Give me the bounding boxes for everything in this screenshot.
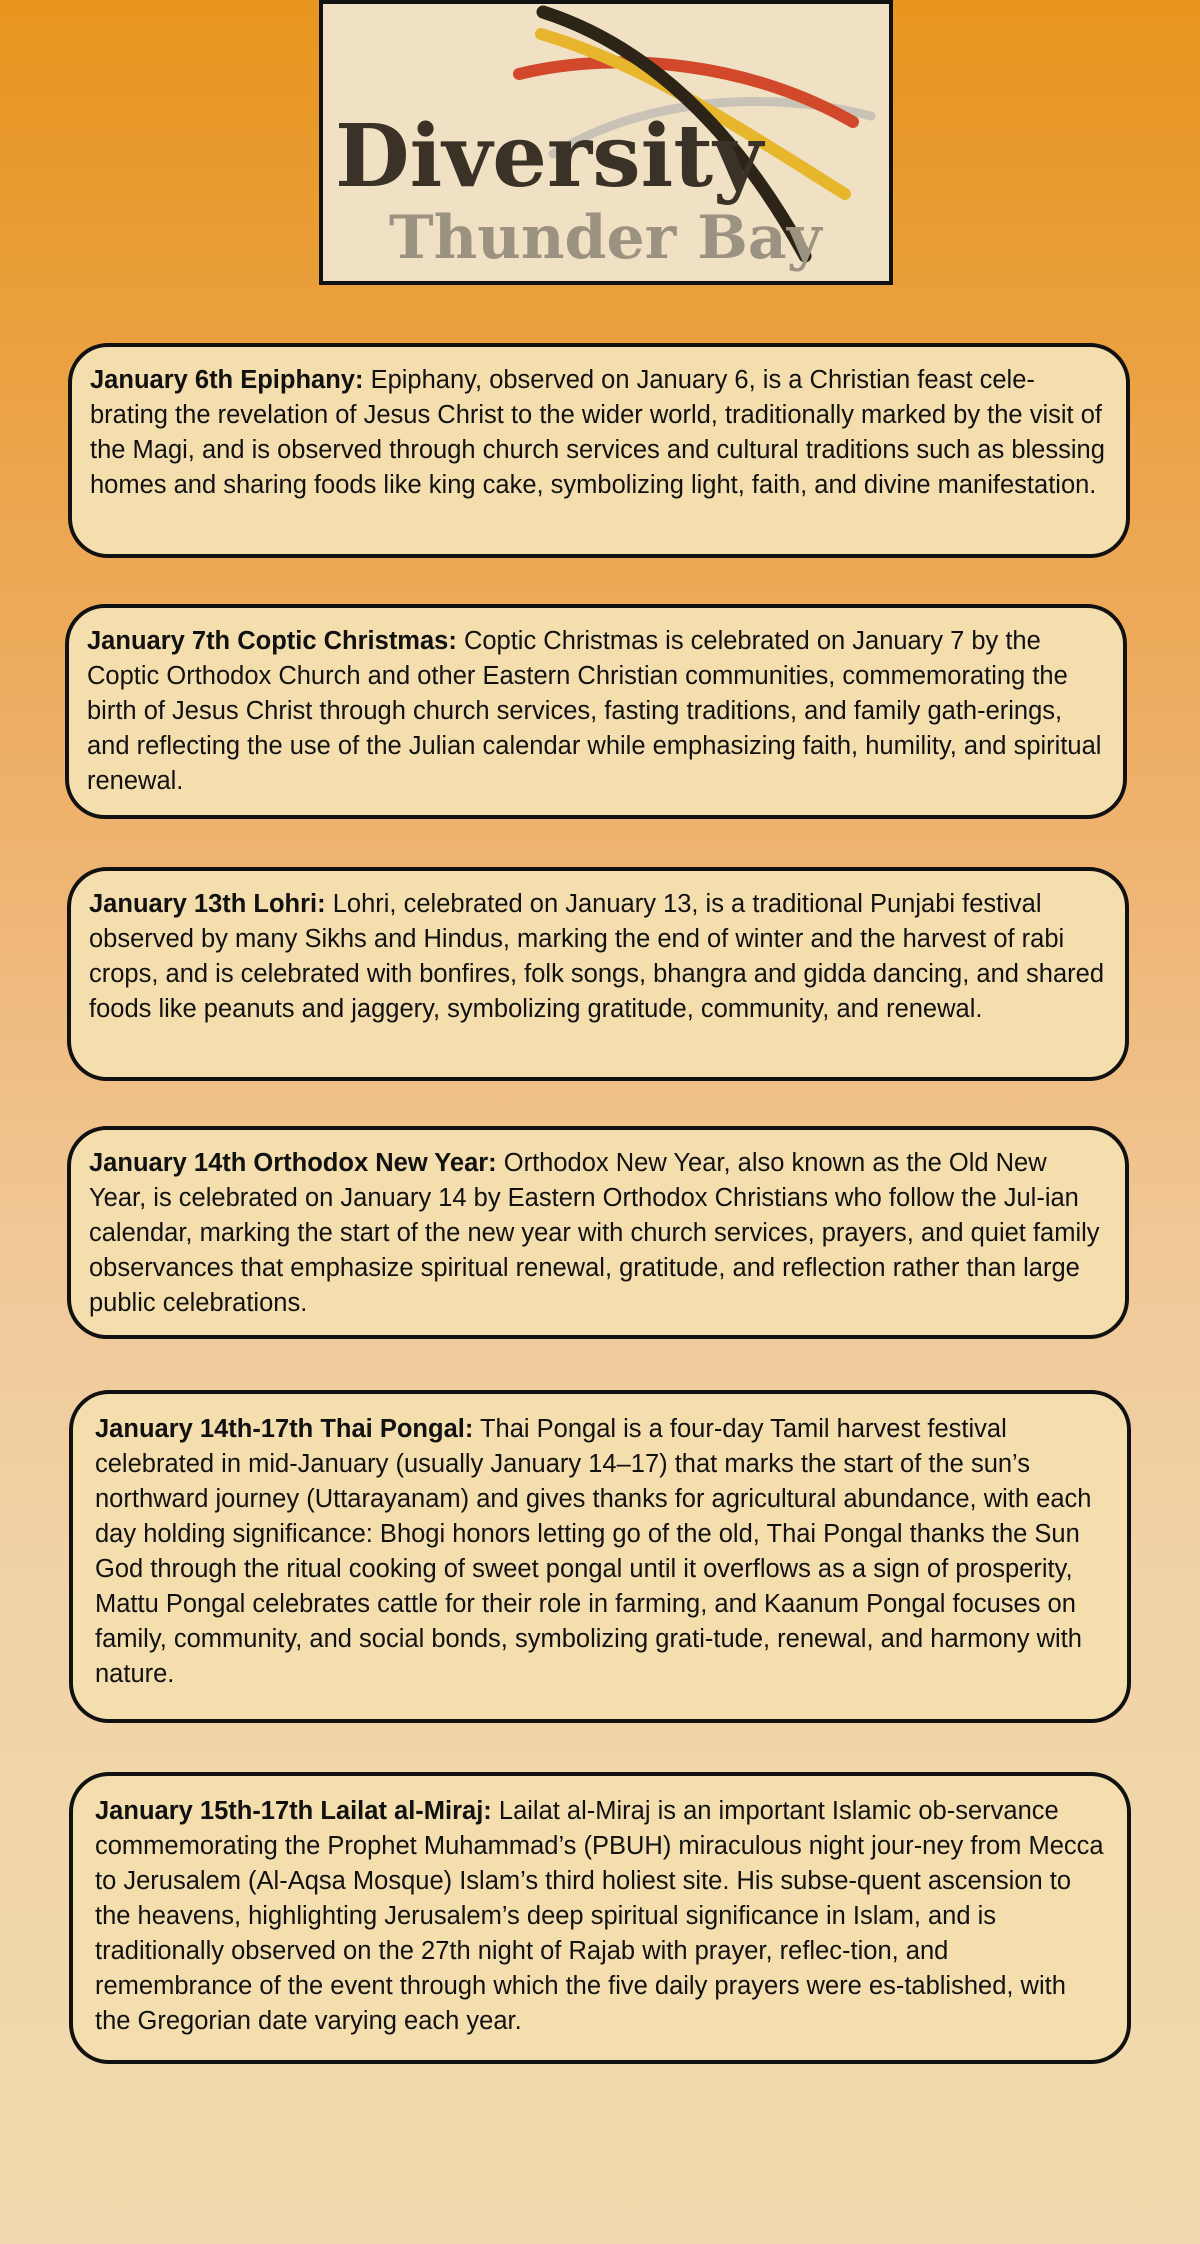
event-description: Lailat al-Miraj is an important Islamic ob-servance commemorating the Prophet Muhammad’s (PBUH) miraculous night jour-ney from Mecca to Jerusalem (Al-Aqsa Mosque) Islam’s third holiest site. His subse-quent ascension to the heavens, highlighting Jerusalem’s deep spiritual significance in Islam, and is traditionally observed on the 27th night of Rajab with prayer, reflec-tion, and remembrance of the event through which the five daily prayers were es-tablished, with the Gregorian date varying each year.: [95, 1797, 1104, 2035]
event-title: January 14th Orthodox New Year:: [89, 1149, 497, 1177]
event-description: Lohri, celebrated on January 13, is a traditional Punjabi festival observed by many Sikhs and Hindus, marking the end of winter and the harvest of rabi crops, and is celebrated with bonfires, folk songs, bhangra and gidda dancing, and shared foods like peanuts and jaggery, symbolizing gratitude, community, and renewal.: [89, 890, 1104, 1023]
event-card-lailat-al-miraj: [69, 1772, 1131, 2064]
logo-line2: Thunder Bay: [389, 203, 822, 273]
event-title: January 7th Coptic Christmas:: [87, 627, 457, 655]
event-card-lohri: [67, 867, 1129, 1081]
event-description: Thai Pongal is a four-day Tamil harvest festival celebrated in mid-January (usually January 14–17) that marks the start of the sun’s northward journey (Uttarayanam) and gives thanks for agricultural abundance, with each day holding significance: Bhogi honors letting go of the old, Thai Pongal thanks the Sun God through the ritual cooking of sweet pongal until it overflows as a sign of prosperity, Mattu Pongal celebrates cattle for their role in farming, and Kaanum Pongal focuses on family, community, and social bonds, symbolizing grati-tude, renewal, and harmony with nature.: [95, 1415, 1092, 1688]
event-title: January 14th-17th Thai Pongal:: [95, 1415, 474, 1443]
event-card-coptic-christmas: [65, 604, 1127, 819]
event-card-thai-pongal: [69, 1390, 1131, 1723]
logo-line1: Diversity: [335, 106, 764, 207]
event-title: January 6th Epiphany:: [90, 366, 364, 394]
event-card-epiphany: [68, 343, 1130, 558]
event-description: Orthodox New Year, also known as the Old New Year, is celebrated on January 14 by Eastern Orthodox Christians who follow the Jul-ian calendar, marking the start of the new year with church services, prayers, and quiet family observances that emphasize spiritual renewal, gratitude, and reflection rather than large public celebrations.: [89, 1149, 1100, 1317]
logo-graphic: [323, 4, 889, 281]
event-title: January 13th Lohri:: [89, 890, 326, 918]
event-card-orthodox-new-year: [67, 1126, 1129, 1339]
event-title: January 15th-17th Lailat al-Miraj:: [95, 1797, 492, 1825]
diversity-thunder-bay-logo: [319, 0, 893, 285]
event-description: Coptic Christmas is celebrated on January 7 by the Coptic Orthodox Church and other Eastern Christian communities, commemorating the birth of Jesus Christ through church services, fasting traditions, and family gath-erings, and reflecting the use of the Julian calendar while emphasizing faith, humility, and spiritual renewal.: [87, 627, 1102, 795]
event-description: Epiphany, observed on January 6, is a Christian feast cele-brating the revelation of Jesus Christ to the wider world, traditionally marked by the visit of the Magi, and is observed through church services and cultural traditions such as blessing homes and sharing foods like king cake, symbolizing light, faith, and divine manifestation.: [90, 366, 1105, 499]
